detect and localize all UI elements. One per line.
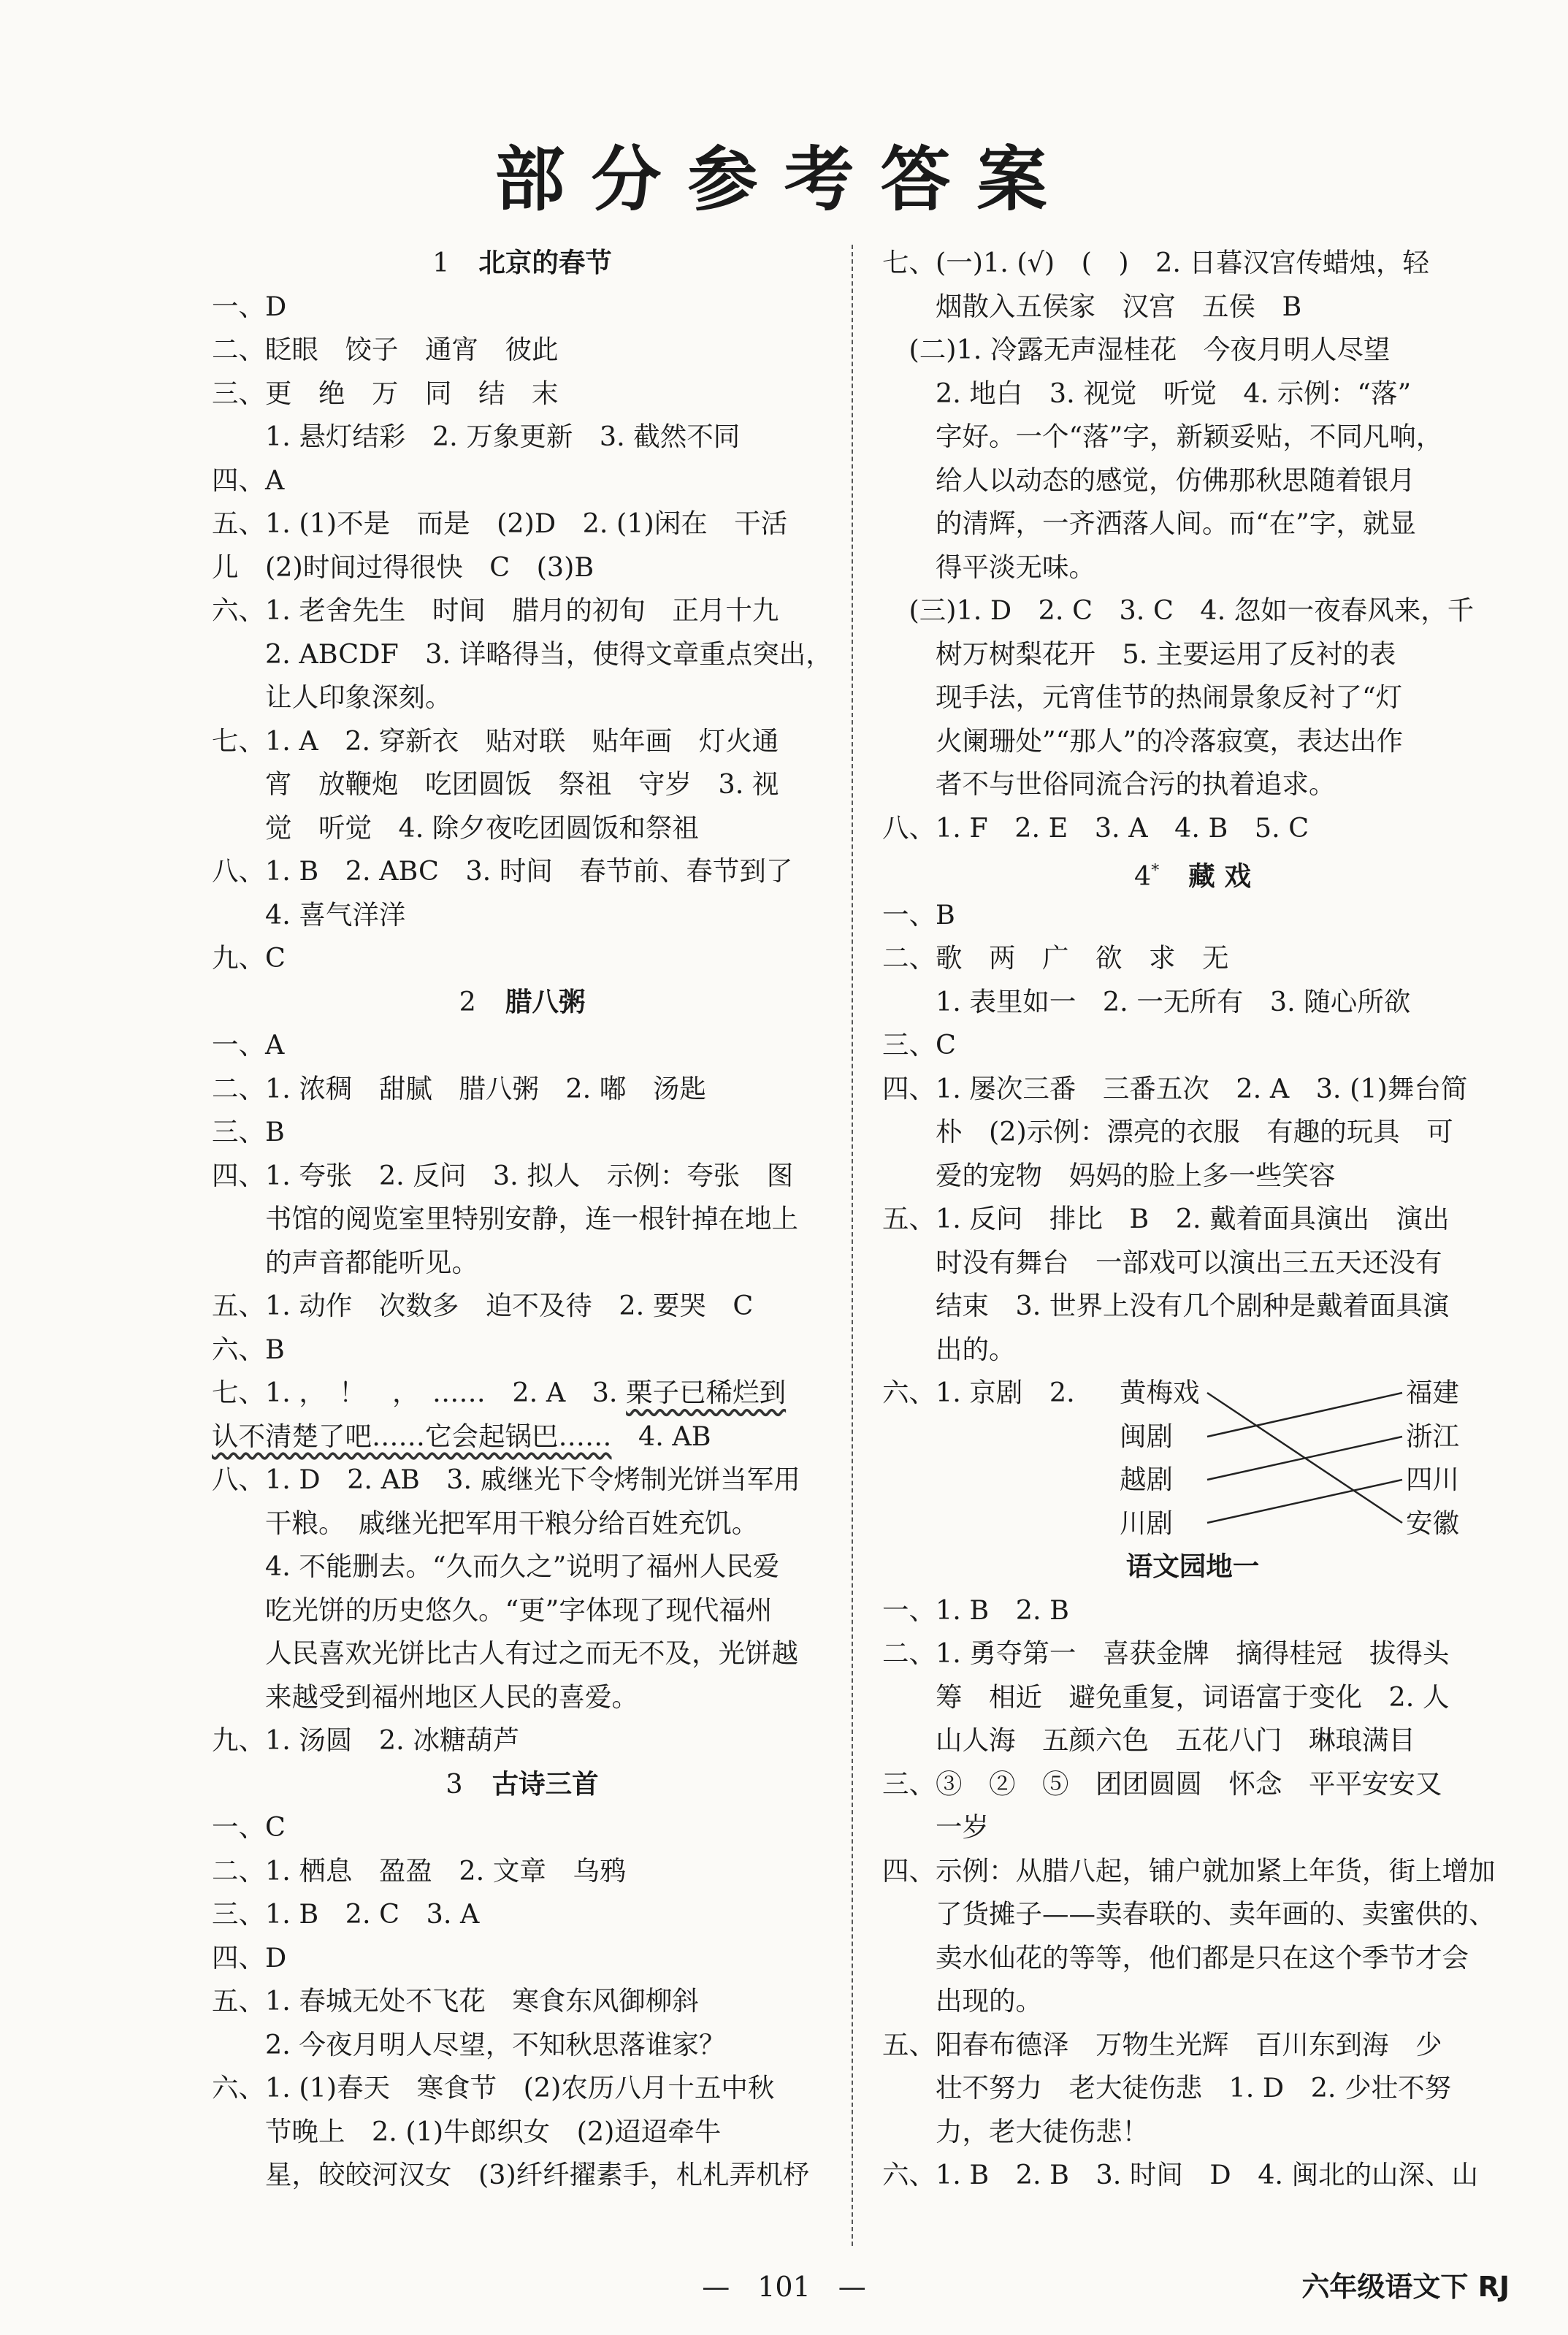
match-line (1207, 1437, 1402, 1480)
answer-line: 二、眨眼 饺子 通宵 彼此 (212, 334, 559, 365)
answer-line: 星，皎皎河汉女 (3)纤纤擢素手，札札弄机杼 (212, 2159, 810, 2190)
answer-text: 4. AB (611, 1420, 711, 1452)
opera-left-item: 越剧 (1120, 1464, 1173, 1495)
answer-line: 2. 今夜月明人尽望，不知秋思落谁家？ (212, 2028, 726, 2060)
answer-line: 六、1. 老舍先生 时间 腊月的初旬 正月十九 (212, 595, 779, 626)
answer-text: 六、1. 京剧 2. (882, 1377, 1075, 1408)
answer-line: 二、歌 两 广 欲 求 无 (882, 942, 1229, 974)
section-heading (212, 1762, 833, 1806)
answer-line: 八、1. D 2. AB 3. 戚继光下令烤制光饼当军用 (212, 1464, 800, 1495)
answer-line: 力，老大徒伤悲！ (882, 2115, 1149, 2147)
opera-right-item: 安徽 (1406, 1507, 1459, 1539)
answer-line: 三、C (882, 1029, 956, 1061)
opera-left-item: 川剧 (1120, 1507, 1173, 1539)
answer-line: 二、1. 勇夺第一 喜获金牌 摘得桂冠 拔得头 (882, 1637, 1450, 1669)
answer-line: 九、C (212, 942, 286, 974)
matching-lines (882, 1371, 1503, 1545)
book-tag: 六年级语文下 RJ (1301, 2271, 1510, 2303)
answer-line: (二)1. 冷露无声湿桂花 今夜月明人尽望 (882, 334, 1391, 365)
opera-right-item: 浙江 (1406, 1420, 1459, 1452)
section-number: 4* (1134, 860, 1160, 893)
answer-line: 节晚上 2. (1)牛郎织女 (2)迢迢牵牛 (212, 2115, 722, 2147)
answer-line: 给人以动态的感觉，仿佛那秋思随着银月 (882, 464, 1415, 496)
page-title: 部分参考答案 (494, 139, 1074, 221)
section-title: 腊八粥 (505, 985, 586, 1017)
answer-line: 宵 放鞭炮 吃团圆饭 祭祖 守岁 3. 视 (212, 768, 779, 800)
answer-line: 九、1. 汤圆 2. 冰糖葫芦 (212, 1724, 520, 1756)
optional-mark: * (1151, 862, 1160, 880)
answer-line: 七、(一)1. (√) ( ) 2. 日暮汉宫传蜡烛，轻 (882, 247, 1430, 278)
answer-line: 人民喜欢光饼比古人有过之而无不及，光饼越 (212, 1637, 798, 1669)
opera-left-item: 黄梅戏 (1120, 1377, 1200, 1408)
answer-line: 四、1. 夸张 2. 反问 3. 拟人 示例：夸张 图 (212, 1159, 794, 1191)
match-line (1207, 1480, 1402, 1523)
section-title: 藏 戏 (1188, 860, 1251, 893)
answer-line: 筹 相近 避免重复，词语富于变化 2. 人 (882, 1681, 1450, 1713)
answer-line: 儿 (2)时间过得很快 C (3)B (212, 551, 594, 583)
right-column (882, 241, 1503, 2197)
answer-line: 2. ABCDF 3. 详略得当，使得文章重点突出， (212, 638, 833, 670)
answer-line: 树万树梨花开 5. 主要运用了反衬的表 (882, 638, 1396, 670)
answer-line: 四、D (212, 1941, 287, 1973)
answer-line: 山人海 五颜六色 五花八门 琳琅满目 (882, 1724, 1415, 1756)
answer-line: 一、B (882, 898, 955, 930)
answer-line: 现手法，元宵佳节的热闹景象反衬了“灯 (882, 681, 1403, 713)
opera-matching (882, 1371, 1503, 1545)
answer-block (212, 1458, 833, 1762)
answer-line: 五、1. (1)不是 而是 (2)D 2. (1)闲在 干活 (212, 508, 788, 539)
answer-line: 五、阳春布德泽 万物生光辉 百川东到海 少 (882, 2028, 1442, 2060)
left-column (212, 241, 833, 2197)
answer-line: (三)1. D 2. C 3. C 4. 忽如一夜春风来，千 (882, 595, 1475, 626)
answer-line: 三、更 绝 万 同 结 末 (212, 377, 559, 409)
answer-line: 让人印象深刻。 (212, 681, 452, 713)
answer-line: 火阑珊处”“那人”的冷落寂寞，表达出作 (882, 725, 1403, 757)
answer-block (212, 285, 833, 980)
answer-line: 六、1. B 2. B 3. 时间 D 4. 闽北的山深、山 (882, 2159, 1479, 2190)
answer-line: 出的。 (882, 1333, 1016, 1365)
answer-line: 者不与世俗同流合污的执着追求。 (882, 768, 1336, 800)
answer-line: 1. 表里如一 2. 一无所有 3. 随心所欲 (882, 985, 1411, 1017)
section-title: 古诗三首 (492, 1768, 599, 1800)
answer-line: 爱的宠物 妈妈的脸上多一些笑容 (882, 1159, 1336, 1191)
answer-block (212, 1805, 833, 2197)
answer-line: 五、1. 反问 排比 B 2. 戴着面具演出 演出 (882, 1203, 1450, 1234)
answer-line: 三、B (212, 1116, 285, 1147)
answer-line: 了货摊子——卖春联的、卖年画的、卖蜜供的、 (882, 1898, 1496, 1930)
answer-line: 四、1. 屡次三番 三番五次 2. A 3. (1)舞台简 (882, 1072, 1468, 1104)
section-heading (882, 849, 1503, 893)
answer-line: 4. 不能删去。“久而久之”说明了福州人民爱 (212, 1551, 780, 1582)
answer-line: 时没有舞台 一部戏可以演出三五天还没有 (882, 1246, 1442, 1278)
section-heading (212, 241, 833, 285)
answer-line: 四、A (212, 464, 285, 496)
answer-line: 三、1. B 2. C 3. A (212, 1898, 480, 1930)
answer-block (212, 1023, 833, 1371)
opera-left-item: 闽剧 (1120, 1420, 1173, 1452)
answer-line: 结束 3. 世界上没有几个剧种是戴着面具演 (882, 1290, 1450, 1321)
answer-block (882, 893, 1503, 1372)
answer-line: 字好。一个“落”字，新颖妥贴，不同凡响， (882, 421, 1443, 452)
opera-right-item: 福建 (1406, 1377, 1459, 1408)
answer-line: 得平淡无味。 (882, 551, 1095, 583)
answer-line: 二、1. 浓稠 甜腻 腊八粥 2. 嘟 汤匙 (212, 1072, 706, 1104)
column-divider (852, 245, 853, 2246)
answer-line: 书馆的阅览室里特别安静，连一根针掉在地上 (212, 1203, 798, 1234)
answer-line: 觉 听觉 4. 除夕夜吃团圆饭和祭祖 (212, 811, 699, 844)
wavy-underlined-text: 认不清楚了吧……它会起锅巴…… (212, 1420, 612, 1452)
answer-line: 壮不努力 老大徒伤悲 1. D 2. 少壮不努 (882, 2072, 1452, 2103)
opera-right-item: 四川 (1406, 1464, 1459, 1495)
answer-line: 二、1. 栖息 盈盈 2. 文章 乌鸦 (212, 1854, 627, 1887)
answer-line: 五、1. 动作 次数多 迫不及待 2. 要哭 C (212, 1290, 754, 1321)
answer-line: 一、1. B 2. B (882, 1594, 1069, 1626)
answer-line: 卖水仙花的等等，他们都是只在这个季节才会 (882, 1941, 1469, 1973)
answer-line: 五、1. 春城无处不飞花 寒食东风御柳斜 (212, 1985, 699, 2017)
section-heading (212, 980, 833, 1024)
answer-line: 一岁 (882, 1811, 989, 1843)
answer-line: 六、B (212, 1333, 285, 1365)
answer-line: 一、C (212, 1811, 286, 1843)
answer-line (212, 1415, 833, 1459)
answer-line: 的清辉，一齐洒落人间。而“在”字，就显 (882, 508, 1416, 539)
section-title: 语文园地一 (1125, 1551, 1260, 1582)
answer-line: 的声音都能听见。 (212, 1246, 478, 1278)
answer-line: 来越受到福州地区人民的喜爱。 (212, 1681, 638, 1713)
answer-line: 4. 喜气洋洋 (212, 898, 406, 930)
answer-line: 出现的。 (882, 1985, 1042, 2017)
answer-line: 干粮。 戚继光把军用干粮分给百姓充饥。 (212, 1507, 759, 1539)
answer-line: 朴 (2)示例：漂亮的衣服 有趣的玩具 可 (882, 1116, 1453, 1147)
answer-line: 七、1. A 2. 穿新衣 贴对联 贴年画 灯火通 (212, 725, 779, 757)
answer-line: 烟散入五侯家 汉宫 五侯 B (882, 290, 1302, 322)
answer-line: 六、1. (1)春天 寒食节 (2)农历八月十五中秋 (212, 2072, 775, 2103)
answer-line: 2. 地白 3. 视觉 听觉 4. 示例：“落” (882, 377, 1412, 409)
section-number: 3 (445, 1768, 463, 1800)
section-number: 2 (459, 985, 476, 1017)
answer-line: 八、1. F 2. E 3. A 4. B 5. C (882, 811, 1309, 844)
section-number: 1 (432, 247, 450, 278)
section-title: 北京的春节 (478, 247, 612, 278)
page-number: — 101 — (702, 2271, 866, 2303)
answer-line: 八、1. B 2. ABC 3. 时间 春节前、春节到了 (212, 855, 793, 887)
answer-line: 四、示例：从腊八起，铺户就加紧上年货，街上增加 (882, 1854, 1496, 1887)
answer-line (212, 1371, 833, 1415)
answer-line: 三、③ ② ⑤ 团团圆圆 怀念 平平安安又 (882, 1768, 1442, 1800)
answer-line: 1. 悬灯结彩 2. 万象更新 3. 截然不同 (212, 421, 741, 452)
answer-line: 吃光饼的历史悠久。“更”字体现了现代福州 (212, 1594, 773, 1626)
section-heading (882, 1545, 1503, 1589)
answer-line: 一、D (212, 290, 287, 322)
answer-line: 一、A (212, 1029, 285, 1061)
answer-text: 七、1. ， ！ ， …… 2. A 3. (212, 1377, 627, 1408)
wavy-underlined-text: 栗子已稀烂到 (626, 1377, 787, 1408)
answer-block (882, 241, 1503, 849)
answer-block (882, 1589, 1503, 2197)
match-line (1207, 1393, 1402, 1437)
